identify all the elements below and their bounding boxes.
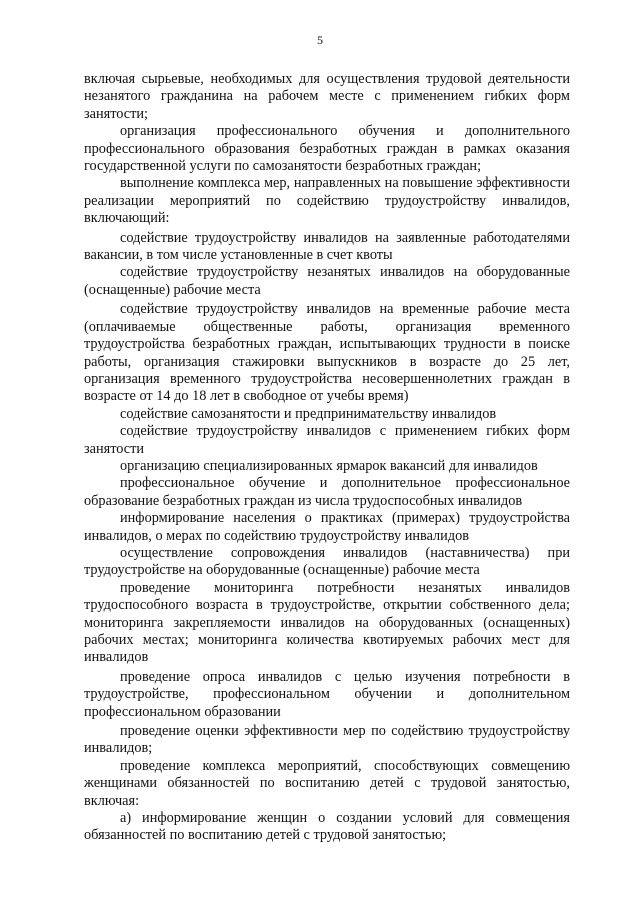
paragraph: информирование населения о практиках (примерах) трудоустройства инвалидов, о мерах по содействию трудоустройству инвалидов bbox=[84, 510, 570, 544]
paragraph: осуществление сопровождения инвалидов (наставничества) при трудоустройстве на оборудованные (оснащенные) рабочие места bbox=[84, 544, 570, 579]
paragraph: содействие трудоустройству незанятых инвалидов на оборудованные (оснащенные) рабочие места bbox=[84, 264, 570, 298]
paragraph: организацию специализированных ярмарок вакансий для инвалидов bbox=[120, 457, 538, 474]
paragraph: содействие трудоустройству инвалидов на временные рабочие места (оплачиваемые общественные работы, организация временного трудоустройства безработных граждан, испытывающих трудности в поиске работы, организация стажировки выпускников в возрасте до 25 лет, организация временного трудоустройства несовершеннолетних граждан в возрасте от 14 до 18 лет в свободное от учебы время) bbox=[84, 301, 570, 405]
paragraph: организация профессионального обучения и дополнительного профессионального образования безработных граждан в рамках оказания государственной услуги по самозанятости безработных граждан; bbox=[84, 123, 570, 175]
paragraph: проведение комплекса мероприятий, способствующих совмещению женщинами обязанностей по воспитанию детей с трудовой занятостью, включая: bbox=[84, 757, 570, 809]
paragraph: содействие самозанятости и предпринимательству инвалидов bbox=[120, 405, 497, 422]
paragraph: выполнение комплекса мер, направленных на повышение эффективности реализации мероприятий по содействию трудоустройству инвалидов, включающий: bbox=[84, 175, 570, 227]
page-number: 5 bbox=[317, 33, 323, 47]
paragraph: проведение оценки эффективности мер по содействию трудоустройству инвалидов; bbox=[84, 723, 570, 757]
document-body bbox=[84, 71, 570, 845]
paragraph: профессиональное обучение и дополнительное профессиональное образование безработных граждан из числа трудоспособных инвалидов bbox=[84, 475, 570, 509]
paragraph: содействие трудоустройству инвалидов с применением гибких форм занятости bbox=[84, 423, 570, 457]
paragraph: а) информирование женщин о создании условий для совмещения обязанностей по воспитанию детей с трудовой занятостью; bbox=[84, 810, 570, 844]
paragraph: содействие трудоустройству инвалидов на заявленные работодателями вакансии, в том числе установленные в счет квоты bbox=[84, 229, 570, 264]
paragraph: проведение мониторинга потребности незанятых инвалидов трудоспособного возраста в трудоустройстве, открытии собственного дела; мониторинга закрепляемости инвалидов на оборудованных (оснащенных) рабочих местах; мониторинга количества квотируемых рабочих мест для инвалидов bbox=[84, 579, 570, 666]
paragraph: проведение опроса инвалидов с целью изучения потребности в трудоустройстве, профессиональном обучении и дополнительном профессиональном образовании bbox=[84, 668, 570, 720]
paragraph: включая сырьевые, необходимых для осуществления трудовой деятельности незанятого гражданина на рабочем месте с применением гибких форм занятости; bbox=[84, 71, 570, 122]
